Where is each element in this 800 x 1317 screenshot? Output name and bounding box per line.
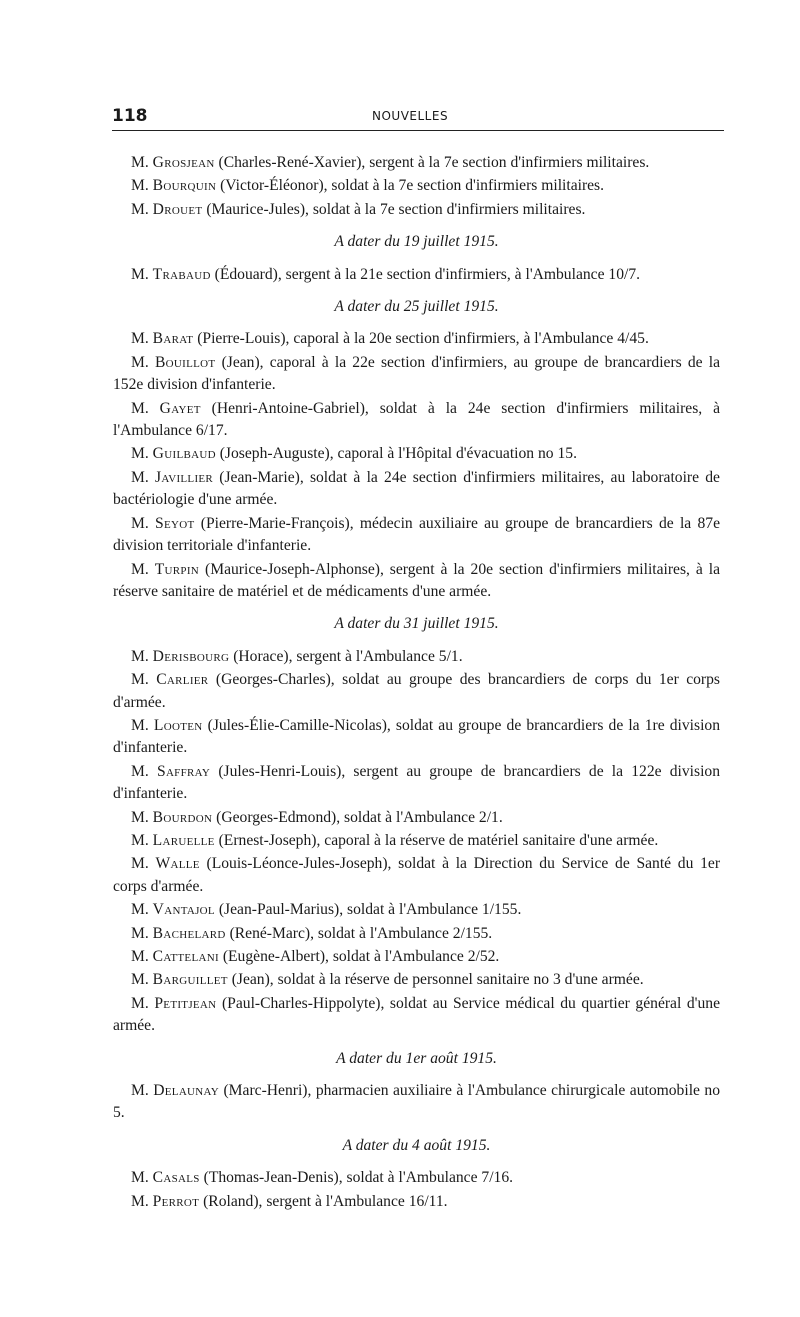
person-surname: Trabaud	[152, 265, 211, 283]
date-heading: A dater du 1er août 1915.	[336, 1049, 497, 1067]
list-item	[113, 969, 720, 991]
entry-text: (René-Marc), soldat à l'Ambulance 2/155.	[229, 924, 493, 942]
person-surname: Looten	[153, 716, 203, 734]
entry-text: (Horace), sergent à l'Ambulance 5/1.	[233, 647, 463, 665]
person-surname: Drouet	[152, 200, 203, 218]
honorific: M.	[131, 831, 149, 849]
entry-text: (Jean-Marie), soldat à la 24e section d'infirmiers militaires, au laboratoire de bactériologie d'une armée.	[113, 468, 720, 509]
honorific: M.	[131, 948, 149, 965]
honorific: M.	[131, 200, 149, 218]
entry-text: (Paul-Charles-Hippolyte), soldat au Service médical du quartier général d'une armée.	[113, 994, 720, 1035]
honorific: M.	[131, 971, 149, 989]
honorific: M.	[131, 1082, 149, 1100]
person-surname: Cattelani	[152, 948, 219, 965]
honorific: M.	[131, 716, 149, 734]
honorific: M.	[131, 855, 149, 873]
entry-text: (Pierre-Louis), caporal à la 20e section d'infirmiers, à l'Ambulance 4/45.	[197, 330, 649, 348]
entry-text: (Charles-René-Xavier), sergent à la 7e section d'infirmiers militaires.	[218, 154, 650, 171]
honorific: M.	[131, 1169, 149, 1187]
entry-text: (Maurice-Joseph-Alphonse), sergent à la 20e section d'infirmiers militaires, à la réserve sanitaire de matériel et de médicaments d'une armée.	[113, 560, 721, 600]
person-surname: Grosjean	[152, 154, 215, 171]
entry-text: (Édouard), sergent à la 21e section d'infirmiers, à l'Ambulance 10/7.	[214, 265, 641, 283]
person-surname: Vantajol	[152, 901, 215, 919]
person-surname: Carlier	[156, 671, 209, 689]
person-surname: Walle	[155, 855, 200, 873]
list-item	[113, 715, 720, 760]
entry-text: (Roland), sergent à l'Ambulance 16/11.	[203, 1192, 448, 1210]
person-surname: Perrot	[152, 1192, 200, 1210]
honorific: M.	[131, 468, 149, 486]
person-surname: Bouillot	[154, 353, 216, 371]
entry-text: (Henri-Antoine-Gabriel), soldat à la 24e section d'infirmiers militaires, à l'Ambulance 6/17.	[113, 399, 720, 440]
list-item	[113, 152, 720, 174]
list-item	[113, 513, 720, 558]
entry-text: (Ernest-Joseph), caporal à la réserve de matériel sanitaire d'une armée.	[218, 831, 659, 849]
entry-text: (Jules-Henri-Louis), sergent au groupe de brancardiers de la 122e division d'infanterie.	[113, 762, 721, 803]
date-heading: A dater du 4 août 1915.	[342, 1136, 491, 1154]
person-surname: Casals	[152, 1169, 200, 1187]
list-item	[113, 1080, 720, 1125]
honorific: M.	[131, 445, 149, 463]
honorific: M.	[131, 901, 149, 919]
list-item	[113, 993, 720, 1038]
entry-text: (Jean), soldat à la réserve de personnel sanitaire no 3 d'une armée.	[231, 971, 644, 989]
entry-text: (Pierre-Marie-François), médecin auxiliaire au groupe de brancardiers de la 87e division territoriale d'infanterie.	[113, 514, 720, 555]
honorific: M.	[131, 808, 149, 826]
list-item	[113, 199, 720, 221]
person-surname: Barat	[152, 330, 194, 348]
person-surname: Barguillet	[152, 971, 228, 989]
honorific: M.	[131, 514, 149, 532]
entry-text: (Jules-Élie-Camille-Nicolas), soldat au groupe de brancardiers de la 1re division d'infanterie.	[113, 716, 720, 757]
list-item	[113, 946, 720, 968]
honorific: M.	[131, 924, 149, 942]
list-item	[113, 807, 720, 829]
list-item	[113, 669, 720, 714]
list-item	[113, 830, 720, 852]
date-heading: A dater du 19 juillet 1915.	[334, 233, 499, 251]
person-surname: Delaunay	[153, 1082, 220, 1100]
entry-text: (Jean), caporal à la 22e section d'infirmiers, au groupe de brancardiers de la 152e division d'infanterie.	[113, 353, 721, 394]
list-item	[113, 264, 720, 286]
entry-text: (Thomas-Jean-Denis), soldat à l'Ambulance 7/16.	[203, 1169, 514, 1187]
honorific: M.	[131, 353, 149, 371]
list-item	[113, 328, 720, 350]
list-item	[113, 761, 720, 806]
list-item	[113, 853, 720, 898]
date-heading: A dater du 31 juillet 1915.	[334, 615, 499, 633]
list-item	[113, 899, 720, 921]
honorific: M.	[131, 330, 149, 348]
honorific: M.	[131, 762, 149, 780]
honorific: M.	[131, 399, 149, 417]
list-item	[113, 352, 720, 397]
entry-text: (Maurice-Jules), soldat à la 7e section d'infirmiers militaires.	[206, 200, 586, 218]
person-surname: Bourquin	[152, 177, 217, 195]
honorific: M.	[131, 647, 149, 665]
list-item	[113, 1191, 720, 1213]
page-number: 118	[112, 106, 148, 126]
entry-text: (Jean-Paul-Marius), soldat à l'Ambulance 1/155.	[218, 901, 522, 919]
entry-text: (Eugène-Albert), soldat à l'Ambulance 2/52.	[222, 948, 500, 965]
list-item	[113, 646, 720, 668]
honorific: M.	[131, 265, 149, 283]
list-item	[113, 1167, 720, 1189]
list-item	[113, 443, 720, 465]
date-heading: A dater du 25 juillet 1915.	[334, 298, 499, 316]
list-item	[113, 923, 720, 945]
person-surname: Derisbourg	[152, 647, 230, 665]
honorific: M.	[131, 994, 149, 1012]
person-surname: Laruelle	[152, 831, 215, 849]
person-surname: Guilbaud	[152, 445, 216, 463]
person-surname: Gayet	[159, 399, 201, 417]
entry-text: (Georges-Edmond), soldat à l'Ambulance 2/1.	[216, 808, 503, 826]
honorific: M.	[131, 560, 149, 578]
list-item	[113, 559, 720, 604]
person-surname: Bourdon	[152, 808, 213, 826]
person-surname: Petitjean	[154, 994, 217, 1012]
person-surname: Bachelard	[152, 924, 226, 942]
list-item	[113, 467, 720, 512]
document-body	[113, 152, 720, 1214]
entry-text: (Georges-Charles), soldat au groupe des brancardiers de corps du 1er corps d'armée.	[113, 671, 720, 711]
honorific: M.	[131, 671, 149, 689]
entry-text: (Louis-Léonce-Jules-Joseph), soldat à la Direction du Service de Santé du 1er corps d'armée.	[113, 855, 721, 895]
honorific: M.	[131, 154, 149, 171]
person-surname: Turpin	[154, 560, 200, 578]
list-item	[113, 175, 720, 197]
entry-text: (Joseph-Auguste), caporal à l'Hôpital d'évacuation no 15.	[219, 445, 577, 463]
entry-text: (Victor-Éléonor), soldat à la 7e section d'infirmiers militaires.	[220, 177, 605, 195]
entry-text: (Marc-Henri), pharmacien auxiliaire à l'Ambulance chirurgicale automobile no 5.	[113, 1082, 720, 1122]
person-surname: Seyot	[155, 514, 195, 532]
running-title: NOUVELLES	[372, 109, 449, 123]
person-surname: Javillier	[155, 468, 214, 486]
honorific: M.	[131, 177, 149, 195]
honorific: M.	[131, 1192, 149, 1210]
page-header	[112, 104, 724, 131]
person-surname: Saffray	[156, 762, 211, 780]
list-item	[113, 398, 720, 443]
